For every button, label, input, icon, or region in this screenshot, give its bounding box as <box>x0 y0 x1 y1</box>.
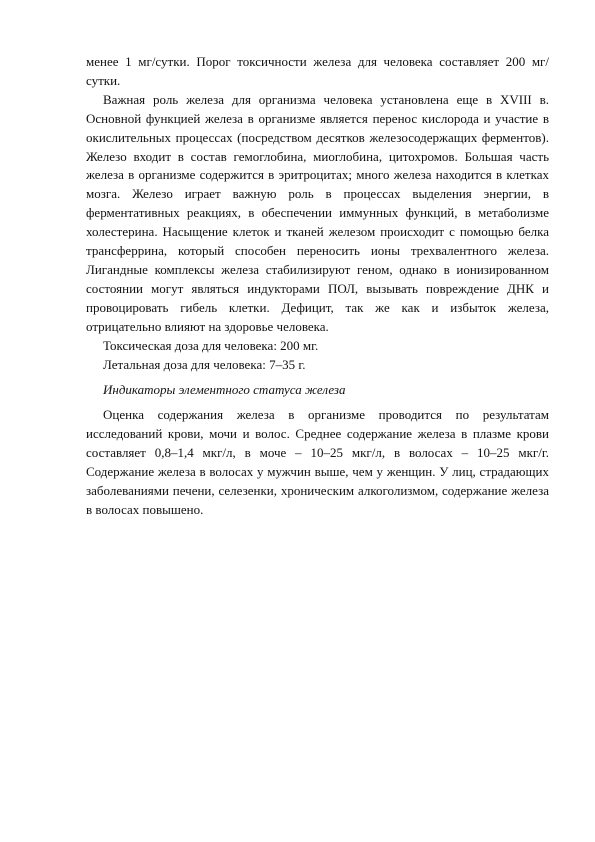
paragraph-iron-role: Важная роль железа для организма человека установлена еще в XVIII в. Основной функцией железа в организме является перенос кислорода и участие в окислительных процессах (посредством десятков железосодержащих ферментов). Железо входит в состав гемоглобина, миоглобина, цитохромов. Большая часть железа в организме содержится в эритроцитах; много железа находится в клетках мозга. Железо играет важную роль в процессах выделения энергии, в ферментативных реакциях, в обеспечении иммунных функций, в метаболизме холестерина. Насыщение клеток и тканей железом происходит с помощью белка трансферрина, который способен переносить ионы трехвалентного железа. Лигандные комплексы железа стабилизируют геном, однако в ионизированном состоянии могут являться индукторами ПОЛ, вызывать повреждение ДНК и провоцировать гибель клетки. Дефицит, так же как и избыток железа, отрицательно влияют на здоровье человека. <box>86 91 549 334</box>
paragraph-toxic-dose: Токсическая доза для человека: 200 мг. <box>103 337 319 353</box>
paragraph-status-indicators: Оценка содержания железа в организме проводится по результатам исследований крови, мочи и волос. Среднее содержание железа в плазме крови составляет 0,8–1,4 мкг/л, в моче – 10–25 мкг/л, в волосах – 10–25 мкг/г. Содержание железа в волосах у мужчин выше, чем у женщин. У лиц, страдающих заболеваниями печени, селезенки, хроническим алкоголизмом, содержание железа в волосах повышено. <box>86 407 549 517</box>
paragraph-lethal-dose: Летальная доза для человека: 7–35 г. <box>103 356 306 372</box>
section-heading: Индикаторы элементного статуса железа <box>103 382 346 398</box>
paragraph-continuation: менее 1 мг/сутки. Порог токсичности железа для человека составляет 200 мг/сутки. <box>86 54 549 88</box>
page-content <box>86 53 549 520</box>
